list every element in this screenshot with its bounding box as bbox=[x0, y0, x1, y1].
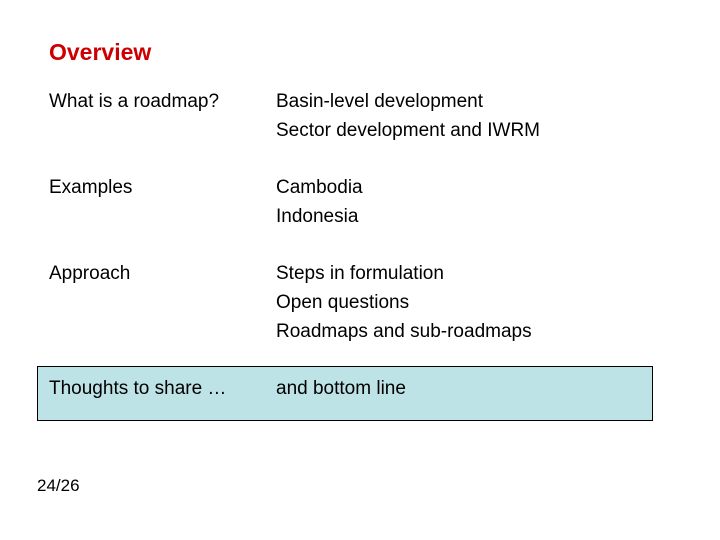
topic-examples: Examples bbox=[49, 177, 133, 198]
items-thoughts bbox=[276, 374, 406, 403]
list-item: Roadmaps and sub-roadmaps bbox=[276, 321, 532, 342]
topic-thoughts: Thoughts to share … bbox=[49, 378, 227, 399]
list-item: Open questions bbox=[276, 292, 410, 313]
topic-approach: Approach bbox=[49, 263, 131, 284]
items-what-is-roadmap bbox=[276, 87, 540, 145]
items-approach bbox=[276, 259, 532, 346]
page-number: 24/26 bbox=[37, 476, 80, 495]
list-item: Indonesia bbox=[276, 206, 359, 227]
items-examples bbox=[276, 173, 363, 231]
list-item: Sector development and IWRM bbox=[276, 120, 541, 141]
list-item: Cambodia bbox=[276, 177, 363, 198]
slide-title: Overview bbox=[49, 39, 152, 65]
list-item: Steps in formulation bbox=[276, 263, 444, 284]
list-item: Basin-level development bbox=[276, 91, 484, 112]
list-item: and bottom line bbox=[276, 378, 406, 399]
topic-what-is-roadmap: What is a roadmap? bbox=[49, 91, 220, 112]
